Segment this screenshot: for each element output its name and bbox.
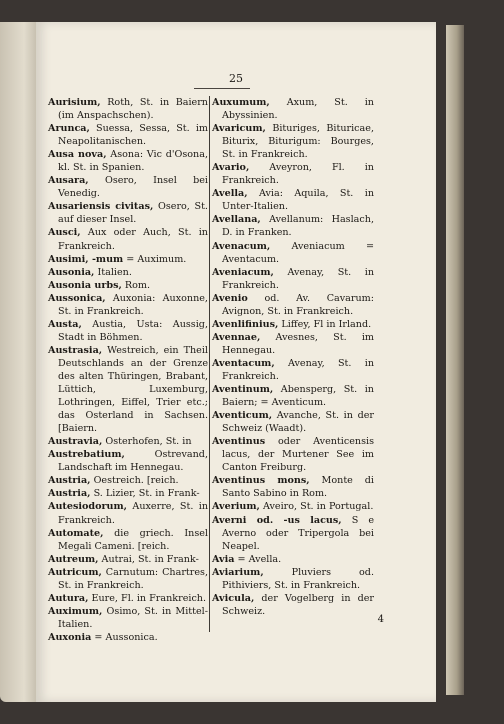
entry-headword: Avellana, bbox=[212, 214, 261, 226]
entry-headword: Avaricum, bbox=[212, 123, 266, 135]
left-column bbox=[48, 96, 208, 644]
dictionary-entry bbox=[212, 331, 374, 357]
dictionary-entry bbox=[48, 553, 208, 566]
dictionary-entry bbox=[212, 292, 374, 318]
entry-definition: Aveyron, Fl. in Frankreich. bbox=[222, 162, 374, 187]
entry-headword: Avenio bbox=[212, 292, 248, 304]
entry-definition: Aveniacum = Aventacum. bbox=[222, 240, 374, 265]
page-number: 25 bbox=[229, 72, 243, 85]
dictionary-entry bbox=[212, 474, 374, 500]
entry-definition: = Aussonica. bbox=[91, 631, 158, 643]
book-page bbox=[36, 22, 436, 702]
entry-definition: Pluviers od. Pithiviers, St. in Frankreich. bbox=[222, 566, 374, 591]
entry-definition: der Vogelberg in der Schweiz. bbox=[222, 592, 374, 617]
dictionary-entry bbox=[48, 266, 208, 279]
entry-definition: Avanche, St. in der Schweiz (Waadt). bbox=[222, 410, 374, 435]
dictionary-entry bbox=[48, 605, 208, 631]
entry-headword: Automate, bbox=[48, 527, 104, 539]
dictionary-entry bbox=[212, 357, 374, 383]
entry-definition: Osterhofen, St. in bbox=[102, 436, 192, 448]
page-number-rule bbox=[194, 88, 250, 89]
entry-definition: Autrai, St. in Frank- bbox=[98, 553, 199, 565]
entry-definition: oder Aventicensis lacus, der Murtener See im Canton Freiburg. bbox=[222, 436, 374, 474]
entry-headword: Austrasia, bbox=[48, 344, 103, 356]
entry-headword: Aussonica, bbox=[48, 292, 106, 304]
entry-headword: Ausa nova, bbox=[48, 149, 107, 161]
dictionary-entry bbox=[212, 96, 374, 122]
dictionary-entry bbox=[212, 435, 374, 474]
entry-definition: Auxerre, St. in Frankreich. bbox=[58, 501, 208, 526]
entry-definition: Austia, Usta: Aussig, Stadt in Böhmen. bbox=[58, 318, 208, 343]
entry-headword: Autricum, bbox=[48, 566, 102, 578]
entry-headword: Aventicum, bbox=[212, 410, 273, 422]
signature-mark: 4 bbox=[377, 614, 384, 625]
entry-definition: = Avella. bbox=[234, 553, 282, 565]
dictionary-entry bbox=[48, 292, 208, 318]
entry-definition: Suessa, Sessa, St. im Neapolitanischen. bbox=[58, 123, 208, 148]
dictionary-entry bbox=[48, 279, 208, 292]
entry-definition: Ostrevand, Landschaft im Hennegau. bbox=[58, 449, 208, 474]
entry-definition: Aux oder Auch, St. in Frankreich. bbox=[58, 227, 208, 252]
entry-headword: Arunca, bbox=[48, 123, 90, 135]
dictionary-entry bbox=[212, 213, 374, 239]
entry-definition: Westreich, ein Theil Deutschlands an der Grenze des alten Thüringen, Brabant, Lüttich, Luxemburg, Lothringen, Eiffel, Trier etc.; das Osterland in Sachsen. [Baiern. bbox=[58, 344, 208, 435]
dictionary-entry bbox=[48, 253, 208, 266]
column-divider bbox=[209, 96, 210, 632]
entry-definition: Avia: Aquila, St. in Unter-Italien. bbox=[222, 188, 374, 213]
entry-definition: Avenay, St. in Frankreich. bbox=[222, 266, 374, 291]
dictionary-entry bbox=[48, 122, 208, 148]
entry-definition: Osimo, St. in Mittel-Italien. bbox=[58, 605, 208, 630]
dictionary-entry bbox=[212, 187, 374, 213]
entry-headword: Aventacum, bbox=[212, 357, 275, 369]
entry-definition: Avellanum: Haslach, D. in Franken. bbox=[222, 214, 374, 239]
dictionary-entry bbox=[212, 500, 374, 513]
entry-headword: Avenlifinius, bbox=[212, 318, 279, 330]
entry-definition: Auxonia: Auxonne, St. in Frankreich. bbox=[58, 292, 208, 317]
entry-headword: Auxumum, bbox=[212, 97, 270, 108]
dictionary-entry bbox=[212, 409, 374, 435]
entry-headword: Ausci, bbox=[48, 227, 81, 239]
entry-definition: Eure, Fl. in Frankreich. bbox=[88, 592, 207, 604]
entry-headword: Austria, bbox=[48, 488, 91, 500]
dictionary-entry bbox=[48, 527, 208, 553]
entry-headword: Austravia, bbox=[48, 436, 103, 448]
entry-definition: Monte di Santo Sabino in Rom. bbox=[222, 475, 374, 500]
dictionary-entry bbox=[48, 200, 208, 226]
entry-headword: Austa, bbox=[48, 318, 82, 330]
entry-definition: S. Lizier, St. in Frank- bbox=[90, 488, 200, 500]
dictionary-entry bbox=[212, 266, 374, 292]
entry-headword: Averni od. -us lacus, bbox=[212, 514, 342, 526]
dictionary-entry bbox=[48, 318, 208, 344]
book-spine-edge bbox=[0, 22, 40, 702]
entry-definition: Axum, St. in Abyssinien. bbox=[222, 97, 374, 122]
entry-definition: S e Averno oder Tripergola bei Neapel. bbox=[222, 514, 374, 552]
dictionary-entry bbox=[212, 161, 374, 187]
dictionary-entry bbox=[212, 553, 374, 566]
entry-headword: Aventinum, bbox=[212, 384, 274, 396]
dictionary-entry bbox=[48, 448, 208, 474]
entry-definition: Osero, St. auf dieser Insel. bbox=[58, 201, 208, 226]
entry-headword: Aventinus bbox=[212, 436, 266, 448]
entry-headword: Avennae, bbox=[212, 331, 261, 343]
dictionary-entry bbox=[48, 500, 208, 526]
dictionary-entry bbox=[212, 240, 374, 266]
dictionary-entry bbox=[48, 592, 208, 605]
entry-definition: Asona: Vic d'Osona, kl. St. in Spanien. bbox=[58, 149, 208, 174]
right-column bbox=[212, 96, 374, 618]
entry-definition: Avesnes, St. im Hennegau. bbox=[222, 331, 374, 356]
entry-headword: Avella, bbox=[212, 188, 248, 200]
entry-headword: Ausonia urbs, bbox=[48, 279, 122, 291]
dictionary-entry bbox=[48, 566, 208, 592]
entry-definition: Carnutum: Chartres, St. in Frankreich. bbox=[58, 566, 208, 591]
entry-headword: Autesiodorum, bbox=[48, 501, 128, 513]
entry-headword: Autreum, bbox=[48, 553, 99, 565]
entry-headword: Ausimi, -mum bbox=[48, 253, 124, 265]
entry-headword: Ausariensis civitas, bbox=[48, 201, 154, 213]
dictionary-entry bbox=[48, 435, 208, 448]
dictionary-entry bbox=[212, 383, 374, 409]
dictionary-entry bbox=[212, 592, 374, 618]
dictionary-entry bbox=[212, 318, 374, 331]
entry-headword: Aviarium, bbox=[212, 566, 264, 578]
entry-headword: Avenacum, bbox=[212, 240, 271, 252]
entry-definition: Rom. bbox=[121, 279, 151, 291]
entry-definition: die griech. Insel Megali Cameni. [reich. bbox=[58, 527, 208, 552]
dictionary-entry bbox=[48, 631, 208, 644]
entry-definition: = Auximum. bbox=[123, 253, 187, 265]
dictionary-entry bbox=[48, 96, 208, 122]
entry-definition: Bituriges, Bituricae, Biturix, Biturigum: Bourges, St. in Frankreich. bbox=[222, 123, 374, 161]
entry-headword: Aventinus mons, bbox=[212, 475, 310, 487]
entry-headword: Aveniacum, bbox=[212, 266, 274, 278]
entry-headword: Avicula, bbox=[212, 592, 255, 604]
entry-headword: Ausonia, bbox=[48, 266, 95, 278]
entry-headword: Avia bbox=[212, 553, 235, 565]
entry-headword: Avario, bbox=[212, 162, 250, 174]
entry-definition: Oestreich. [reich. bbox=[90, 475, 179, 487]
entry-headword: Austria, bbox=[48, 475, 91, 487]
dictionary-entry bbox=[48, 148, 208, 174]
entry-headword: Autura, bbox=[48, 592, 89, 604]
entry-headword: Averium, bbox=[212, 501, 260, 513]
entry-headword: Auxonia bbox=[48, 631, 92, 643]
entry-headword: Aurisium, bbox=[48, 97, 101, 108]
dictionary-entry bbox=[48, 344, 208, 435]
dictionary-entry bbox=[212, 514, 374, 553]
entry-headword: Auximum, bbox=[48, 605, 103, 617]
entry-definition: Abensperg, St. in Baiern; = Aventicum. bbox=[222, 384, 374, 409]
dictionary-entry bbox=[48, 487, 208, 500]
entry-definition: Italien. bbox=[94, 266, 132, 278]
dictionary-entry bbox=[212, 566, 374, 592]
entry-definition: Osero, Insel bei Venedig. bbox=[58, 175, 208, 200]
entry-definition: od. Av. Cavarum: Avignon, St. in Frankreich. bbox=[222, 292, 374, 317]
entry-definition: Roth, St. in Baiern (im Anspachschen). bbox=[58, 97, 208, 122]
dictionary-entry bbox=[48, 474, 208, 487]
entry-headword: Austrebatium, bbox=[48, 449, 125, 461]
dictionary-entry bbox=[48, 174, 208, 200]
entry-definition: Liffey, Fl in Irland. bbox=[278, 318, 372, 330]
entry-headword: Ausara, bbox=[48, 175, 89, 187]
book-fore-edge bbox=[446, 25, 464, 695]
dictionary-entry bbox=[48, 226, 208, 252]
entry-definition: Aveiro, St. in Portugal. bbox=[259, 501, 374, 513]
entry-definition: Avenay, St. in Frankreich. bbox=[222, 357, 374, 382]
dictionary-entry bbox=[212, 122, 374, 161]
